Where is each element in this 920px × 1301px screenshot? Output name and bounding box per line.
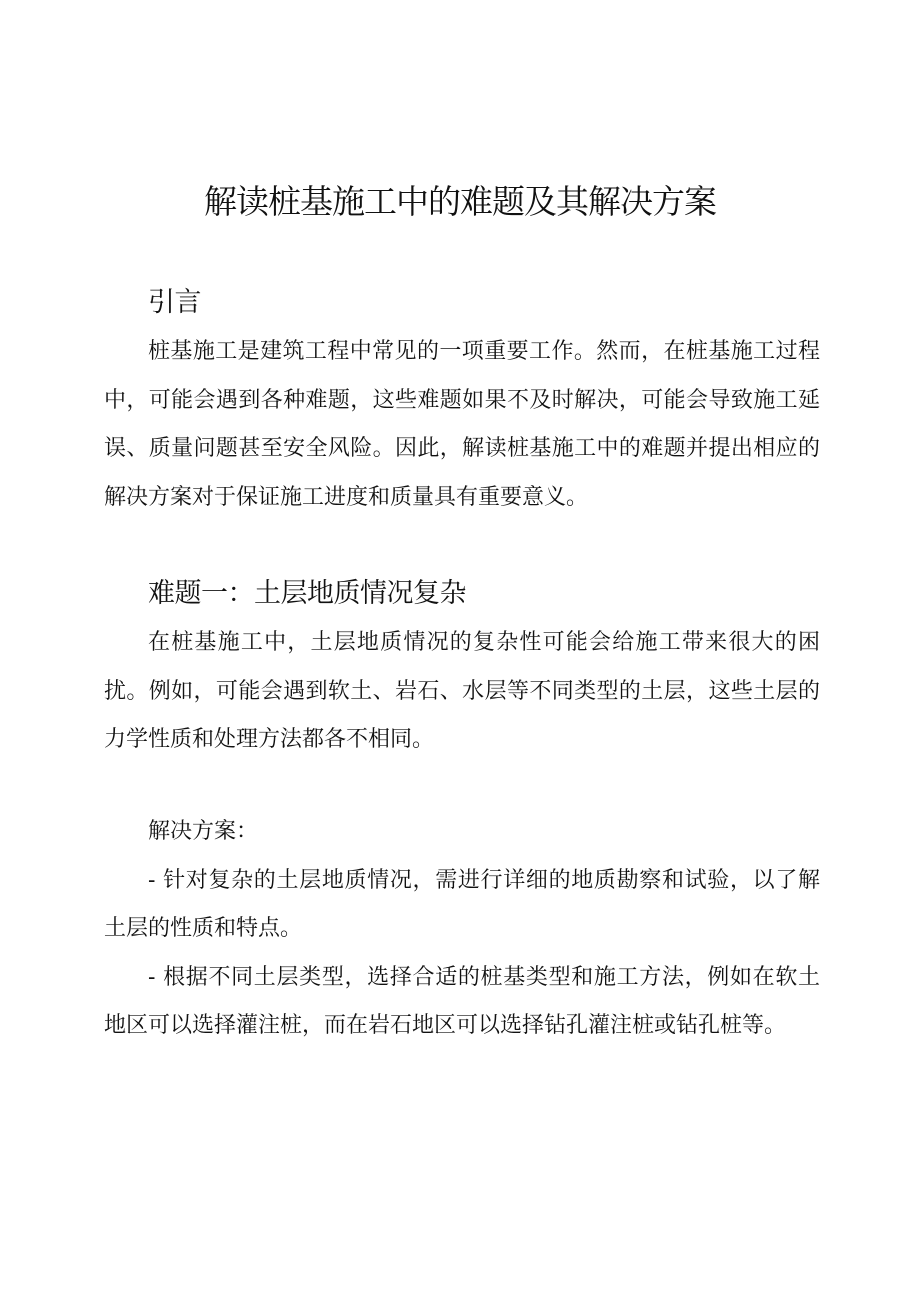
solution-item: - 针对复杂的土层地质情况，需进行详细的地质勘察和试验，以了解土层的性质和特点。 — [104, 867, 820, 941]
problem1-section — [104, 574, 820, 765]
intro-paragraph: 桩基施工是建筑工程中常见的一项重要工作。然而，在桩基施工过程中，可能会遇到各种难题，这些难题如果不及时解决，可能会导致施工延误、质量问题甚至安全风险。因此，解读桩基施工中的难题并提出相应的解决方案对于保证施工进度和质量具有重要意义。 — [104, 339, 820, 510]
solution-section — [104, 808, 820, 1051]
intro-heading: 引言 — [148, 287, 201, 318]
solution-item: - 根据不同土层类型，选择合适的桩基类型和施工方法，例如在软土地区可以选择灌注桩，而在岩石地区可以选择钻孔灌注桩或钻孔桩等。 — [104, 964, 820, 1038]
intro-section — [104, 283, 820, 522]
solution-label: 解决方案： — [148, 819, 259, 844]
problem1-heading: 难题一：土层地质情况复杂 — [148, 578, 466, 609]
document-title: 解读桩基施工中的难题及其解决方案 — [204, 182, 716, 221]
problem1-paragraph: 在桩基施工中，土层地质情况的复杂性可能会给施工带来很大的困扰。例如，可能会遇到软土、岩石、水层等不同类型的土层，这些土层的力学性质和处理方法都各不相同。 — [104, 630, 820, 752]
